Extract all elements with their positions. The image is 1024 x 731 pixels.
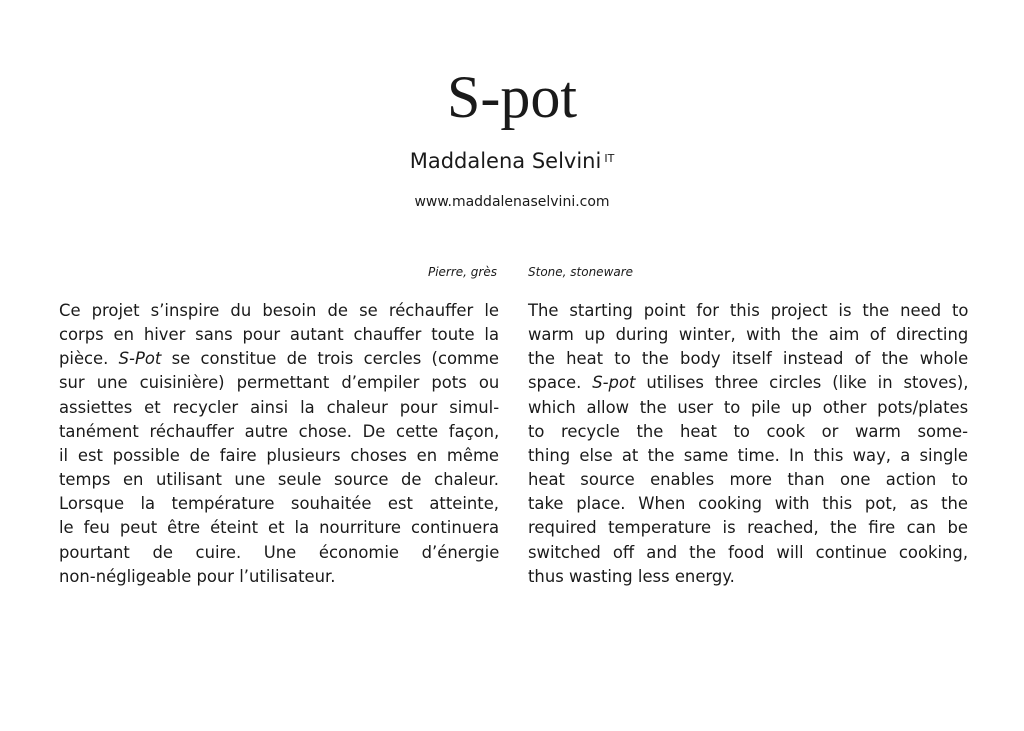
text-line bbox=[59, 347, 499, 371]
website-url: www.maddalenaselvini.com bbox=[414, 194, 610, 210]
project-name-italic: S-Pot bbox=[118, 349, 162, 369]
page-title: S-pot bbox=[446, 64, 578, 130]
text-line: corps en hiver sans pour autant chauffer toute la bbox=[59, 325, 500, 345]
text-segment: pièce. bbox=[59, 349, 119, 369]
text-line: switched off and the food will continue cooking, bbox=[528, 542, 969, 562]
text-segment: utilises three circles (like in stoves), bbox=[635, 373, 969, 393]
text-line: thing else at the same time. In this way, a single bbox=[528, 445, 968, 465]
text-line: which allow the user to pile up other pots/plates bbox=[528, 397, 969, 417]
text-line bbox=[528, 371, 968, 395]
text-line: tanément réchauffer autre chose. De cette façon, bbox=[59, 421, 500, 441]
text-line: pourtant de cuire. Une économie d’énergie bbox=[59, 542, 500, 562]
text-line: warm up during winter, with the aim of directing bbox=[528, 325, 969, 345]
text-line: Ce projet s’inspire du besoin de se réchauffer le bbox=[59, 301, 499, 320]
text-line: le feu peut être éteint et la nourriture continuera bbox=[59, 518, 499, 538]
project-name-italic: S-pot bbox=[592, 373, 636, 393]
text-line: il est possible de faire plusieurs choses en même bbox=[59, 445, 499, 465]
country-code: IT bbox=[604, 152, 615, 165]
author-name: Maddalena Selvini bbox=[409, 149, 602, 173]
text-line: thus wasting less energy. bbox=[528, 566, 735, 586]
description-french bbox=[59, 299, 499, 589]
text-line: The starting point for this project is the need to bbox=[528, 301, 969, 320]
text-line: Lorsque la température souhaitée est atteinte, bbox=[59, 494, 499, 514]
text-line: take place. When cooking with this pot, as the bbox=[528, 494, 968, 514]
author-line bbox=[0, 146, 1024, 176]
material-english: Stone, stoneware bbox=[528, 265, 634, 279]
text-line: heat source enables more than one action to bbox=[528, 470, 969, 490]
text-line: assiettes et recycler ainsi la chaleur pour simul- bbox=[59, 397, 500, 417]
text-segment: space. bbox=[528, 373, 593, 393]
text-line: sur une cuisinière) permettant d’empiler pots ou bbox=[59, 373, 500, 393]
text-line: required temperature is reached, the fire can be bbox=[528, 518, 968, 538]
text-line: the heat to the body itself instead of the whole bbox=[528, 349, 969, 369]
material-french: Pierre, grès bbox=[427, 265, 497, 279]
description-english bbox=[528, 299, 968, 589]
text-line: temps en utilisant une seule source de chaleur. bbox=[59, 470, 499, 490]
text-segment: se constitue de trois cercles (comme bbox=[161, 349, 500, 369]
text-line: to recycle the heat to cook or warm some- bbox=[528, 421, 968, 441]
text-line: non-négligeable pour l’utilisateur. bbox=[59, 566, 336, 586]
